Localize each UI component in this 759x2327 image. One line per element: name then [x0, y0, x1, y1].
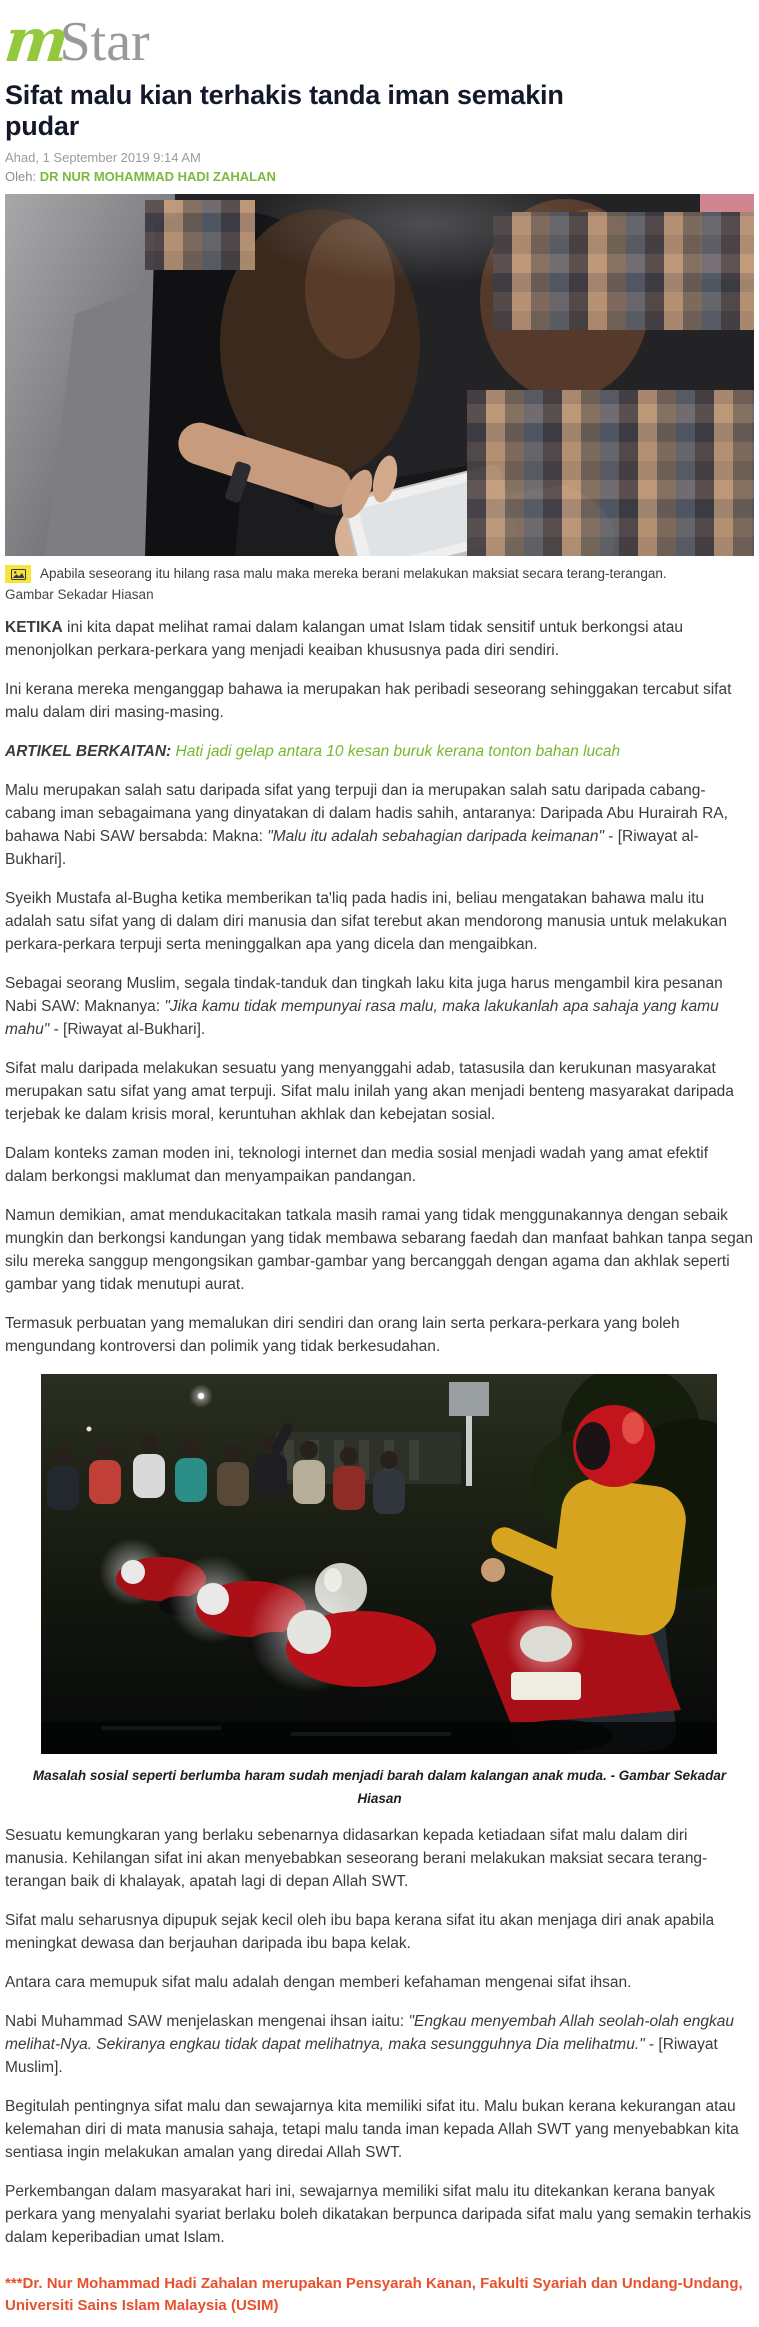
inline-photo-art	[41, 1374, 717, 1754]
inline-caption: Masalah sosial seperti berlumba haram sudah menjadi barah dalam kalangan anak muda. - Gambar Sekadar Hiasan	[32, 1768, 727, 1806]
text-run: Syeikh Mustafa al-Bugha ketika memberikan ta'liq pada hadis ini, beliau mengatakan bahawa malu itu adalah satu sifat yang di dalam diri manusia dan sifat terebut akan mendorong manusia untuk melakukan perkara-perkara terpuji serta meninggalkan apa yang dicela dan mengaibkan.	[5, 890, 728, 953]
paragraph	[5, 1971, 754, 1994]
text-run: Perkembangan dalam masyarakat hari ini, sewajarnya memiliki sifat malu itu ditekankan kerana banyak perkara yang menyalahi syariat berlaku boleh dikatakan berpunca daripada sifat malu yang semakin terhakis dalam keperibadian umat Islam.	[5, 2183, 752, 2246]
mstar-logo[interactable]	[1, 6, 754, 76]
paragraph	[5, 2010, 754, 2079]
text-run: Ini kerana mereka menganggap bahawa ia merupakan hak peribadi seseorang sehinggakan tercabut sifat malu dalam diri masing-masing.	[5, 681, 732, 721]
text-run: Nabi Muhammad SAW menjelaskan mengenai ihsan iaitu:	[5, 2013, 409, 2030]
text-run: Namun demikian, amat mendukacitakan tatkala masih ramai yang tidak menggunakannya dengan sebaik mungkin dan berkongsi kandungan yang tidak membawa sebarang faedah dan manfaat bahkan tanpa segan silu mereka sanggup mengongsikan gambar-gambar yang bercanggah dengan agama dan akhlak seperti gambar yang tidak menutupi aurat.	[5, 1207, 753, 1293]
text-run: "Jika kamu tidak mempunyai rasa malu, maka lakukanlah apa sahaja yang kamu mahu"	[5, 998, 719, 1038]
inline-figure	[5, 1374, 754, 1810]
paragraph	[5, 1312, 754, 1358]
article-title: Sifat malu kian terhakis tanda iman semakin pudar	[5, 80, 564, 141]
lead-photo	[5, 194, 754, 556]
mstar-logo-star: Star	[59, 11, 150, 73]
paragraph	[5, 740, 754, 763]
paragraph	[5, 616, 754, 662]
related-article-link[interactable]: Hati jadi gelap antara 10 kesan buruk kerana tonton bahan lucah	[175, 743, 621, 760]
text-run: Termasuk perbuatan yang memalukan diri sendiri dan orang lain serta perkara-perkara yang boleh mengundang kontroversi dan polimik yang tidak berkesudahan.	[5, 1315, 680, 1355]
byline	[5, 169, 754, 184]
article-body-top	[5, 616, 754, 1358]
text-run: Malu merupakan salah satu daripada sifat yang terpuji dan ia merupakan salah satu daripada cabang-cabang iman sebagaimana yang dinyatakan di dalam hadis sahih, antaranya: Daripada Abu Hurairah RA, bahawa Nabi SAW bersabda: Makna:	[5, 782, 728, 845]
text-run: Antara cara memupuk sifat malu adalah dengan memberi kefahaman mengenai sifat ihsan.	[5, 1974, 632, 1991]
author-footnote: ***Dr. Nur Mohammad Hadi Zahalan merupakan Pensyarah Kanan, Fakulti Syariah dan Undang-Undang, Universiti Sains Islam Malaysia (USIM)	[5, 2275, 743, 2314]
image-icon	[5, 565, 31, 583]
mstar-logo-m: m	[1, 6, 70, 76]
paragraph	[5, 1142, 754, 1188]
publish-date: Ahad, 1 September 2019 9:14 AM	[5, 150, 201, 165]
byline-label: Oleh:	[5, 169, 40, 184]
paragraph	[5, 1204, 754, 1296]
text-run: Sebagai seorang Muslim, segala tindak-tanduk dan tingkah laku kita juga harus mengambil kira pesanan Nabi SAW: Maknanya:	[5, 975, 723, 1015]
lead-caption-text: Apabila seseorang itu hilang rasa malu maka mereka berani melakukan maksiat secara terang-terangan.	[40, 566, 667, 581]
pixelated-face-overlay	[493, 212, 754, 330]
text-run: Begitulah pentingnya sifat malu dan sewajarnya kita memiliki sifat itu. Malu bukan kerana kekurangan atau kelemahan diri di mata manusia sahaja, tetapi malu tanda iman kepada Allah SWT yang menyebabkan kita sentiasa ingin melakukan amalan yang diredai Allah SWT.	[5, 2098, 739, 2161]
paragraph	[5, 887, 754, 956]
pixelated-face-overlay	[467, 390, 754, 556]
text-run: Sifat malu daripada melakukan sesuatu yang menyanggahi adab, tatasusila dan kerukunan masyarakat merupakan satu sifat yang amat terpuji. Sifat malu inilah yang akan menjadi benteng masyarakat daripada terjebak ke dalam krisis moral, keruntuhan akhlak dan kebejatan sosial.	[5, 1060, 734, 1123]
article-body-bottom	[5, 1824, 754, 2249]
paragraph	[5, 972, 754, 1041]
text-run: - [Riwayat Muslim].	[5, 2036, 718, 2076]
text-run: "Malu itu adalah sebahagian daripada keimanan"	[267, 828, 604, 845]
text-run: Sesuatu kemungkaran yang berlaku sebenarnya didasarkan kepada ketiadaan sifat malu dalam diri manusia. Kehilangan sifat ini akan menyebabkan seseorang berani melakukan maksiat secara terang-terangan baik di khalayak, apatah lagi di depan Allah SWT.	[5, 1827, 708, 1890]
inline-photo	[41, 1374, 717, 1754]
paragraph	[5, 779, 754, 871]
paragraph	[5, 2095, 754, 2164]
paragraph	[5, 1824, 754, 1893]
text-run: Dalam konteks zaman moden ini, teknologi internet dan media sosial menjadi wadah yang amat efektif dalam berkongsi maklumat dan menyampaikan pandangan.	[5, 1145, 709, 1185]
text-run: - [Riwayat al-Bukhari].	[5, 828, 699, 868]
text-run: - [Riwayat al-Bukhari].	[49, 1021, 206, 1038]
paragraph	[5, 2180, 754, 2249]
paragraph	[5, 678, 754, 724]
text-run: ini kita dapat melihat ramai dalam kalangan umat Islam tidak sensitif untuk berkongsi atau menonjolkan perkara-perkara yang menjadi keaiban khususnya pada diri sendiri.	[5, 619, 684, 659]
text-run: "Engkau menyembah Allah seolah-olah engkau melihat-Nya. Sekiranya engkau tidak dapat melihatnya, maka sesungguhnya Dia melihatmu."	[5, 2013, 734, 2053]
paragraph	[5, 1909, 754, 1955]
article-page	[0, 8, 759, 2317]
paragraph	[5, 1057, 754, 1126]
lead-figure	[5, 194, 754, 602]
text-run: Sifat malu seharusnya dipupuk sejak kecil oleh ibu bapa kerana sifat itu akan menjaga diri anak apabila meningkat dewasa dan berjauhan daripada ibu bapa kelak.	[5, 1912, 715, 1952]
text-run: ARTIKEL BERKAITAN:	[5, 743, 176, 760]
pixelated-face-overlay	[145, 200, 255, 270]
lead-photo-credit: Gambar Sekadar Hiasan	[5, 587, 154, 602]
author-link[interactable]: DR NUR MOHAMMAD HADI ZAHALAN	[39, 169, 276, 184]
lead-caption	[5, 565, 754, 583]
text-run: KETIKA	[5, 619, 63, 636]
